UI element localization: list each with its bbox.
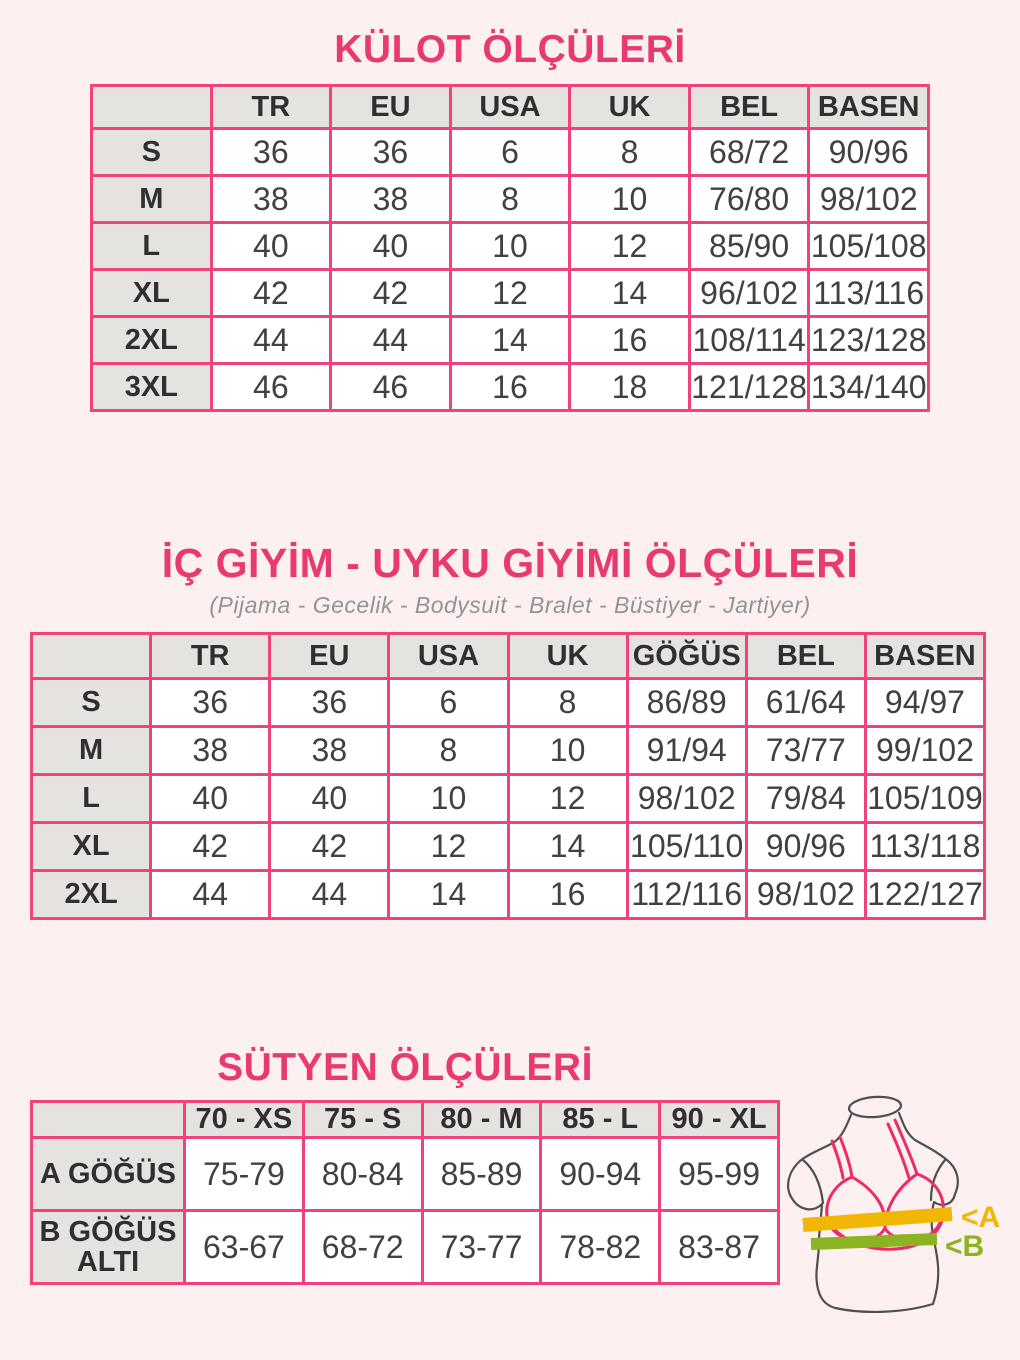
table-cell: 85-89 bbox=[422, 1138, 541, 1211]
measure-label-a: <A bbox=[961, 1201, 1001, 1234]
table-cell: 68/72 bbox=[689, 129, 809, 176]
column-header: TR bbox=[211, 86, 331, 129]
table-cell: 42 bbox=[211, 270, 331, 317]
table-row bbox=[32, 871, 985, 919]
table-cell: 40 bbox=[331, 223, 451, 270]
column-header: BASEN bbox=[809, 86, 929, 129]
row-header: L bbox=[92, 223, 212, 270]
table-row bbox=[32, 1211, 779, 1284]
row-header: M bbox=[32, 727, 151, 775]
column-header: 90 - XL bbox=[660, 1102, 779, 1138]
table-cell: 18 bbox=[570, 364, 690, 411]
column-header: 80 - M bbox=[422, 1102, 541, 1138]
table-cell: 96/102 bbox=[689, 270, 809, 317]
table-cell: 80-84 bbox=[303, 1138, 422, 1211]
column-header: 85 - L bbox=[541, 1102, 660, 1138]
table-cell: 113/116 bbox=[809, 270, 929, 317]
column-header: UK bbox=[570, 86, 690, 129]
table-cell: 38 bbox=[331, 176, 451, 223]
header-row bbox=[32, 634, 985, 679]
table-cell: 44 bbox=[151, 871, 270, 919]
table-cell: 10 bbox=[570, 176, 690, 223]
column-header: TR bbox=[151, 634, 270, 679]
table-cell: 90-94 bbox=[541, 1138, 660, 1211]
sutyen-size-table bbox=[30, 1100, 780, 1285]
row-header: S bbox=[92, 129, 212, 176]
column-header: USA bbox=[389, 634, 508, 679]
table-cell: 98/102 bbox=[809, 176, 929, 223]
table-cell: 108/114 bbox=[689, 317, 809, 364]
row-header: 2XL bbox=[92, 317, 212, 364]
measure-label-b: <B bbox=[945, 1230, 985, 1263]
table-cell: 36 bbox=[211, 129, 331, 176]
underbust-measure-band-b bbox=[811, 1239, 937, 1244]
row-header: S bbox=[32, 679, 151, 727]
table-cell: 12 bbox=[508, 775, 627, 823]
table-cell: 44 bbox=[331, 317, 451, 364]
table-cell: 122/127 bbox=[865, 871, 984, 919]
table-cell: 10 bbox=[389, 775, 508, 823]
row-header: B GÖĞÜS ALTI bbox=[32, 1211, 185, 1284]
table-cell: 8 bbox=[450, 176, 570, 223]
bra-outline bbox=[827, 1120, 944, 1249]
table-cell: 10 bbox=[450, 223, 570, 270]
table-cell: 10 bbox=[508, 727, 627, 775]
table-row bbox=[32, 1138, 779, 1211]
table-cell: 105/110 bbox=[627, 823, 746, 871]
table-cell: 44 bbox=[211, 317, 331, 364]
table-cell: 36 bbox=[151, 679, 270, 727]
ic-giyim-size-table bbox=[30, 632, 986, 920]
ic-giyim-title: İÇ GİYİM - UYKU GİYİMİ ÖLÇÜLERİ bbox=[161, 540, 859, 586]
column-header: EU bbox=[331, 86, 451, 129]
table-cell: 79/84 bbox=[746, 775, 865, 823]
table-row bbox=[92, 364, 929, 411]
table-cell: 46 bbox=[331, 364, 451, 411]
table-cell: 75-79 bbox=[185, 1138, 304, 1211]
ic-giyim-subtitle: (Pijama - Gecelik - Bodysuit - Bralet - Büstiyer - Jartiyer) bbox=[209, 592, 811, 618]
table-cell: 98/102 bbox=[627, 775, 746, 823]
mannequin-torso bbox=[788, 1095, 958, 1312]
table-cell: 6 bbox=[450, 129, 570, 176]
table-row bbox=[92, 223, 929, 270]
table-cell: 42 bbox=[270, 823, 389, 871]
table-cell: 16 bbox=[508, 871, 627, 919]
table-cell: 8 bbox=[570, 129, 690, 176]
table-cell: 76/80 bbox=[689, 176, 809, 223]
table-cell: 42 bbox=[331, 270, 451, 317]
table-cell: 38 bbox=[151, 727, 270, 775]
table-cell: 112/116 bbox=[627, 871, 746, 919]
row-header: XL bbox=[32, 823, 151, 871]
table-cell: 105/109 bbox=[865, 775, 984, 823]
table-cell: 61/64 bbox=[746, 679, 865, 727]
table-cell: 40 bbox=[211, 223, 331, 270]
table-cell: 121/128 bbox=[689, 364, 809, 411]
row-header: L bbox=[32, 775, 151, 823]
table-row bbox=[92, 317, 929, 364]
table-cell: 8 bbox=[389, 727, 508, 775]
table-cell: 44 bbox=[270, 871, 389, 919]
table-cell: 6 bbox=[389, 679, 508, 727]
table-cell: 14 bbox=[389, 871, 508, 919]
table-cell: 134/140 bbox=[809, 364, 929, 411]
column-header: 70 - XS bbox=[185, 1102, 304, 1138]
table-cell: 40 bbox=[151, 775, 270, 823]
table-cell: 78-82 bbox=[541, 1211, 660, 1284]
table-cell: 94/97 bbox=[865, 679, 984, 727]
table-cell: 91/94 bbox=[627, 727, 746, 775]
table-cell: 16 bbox=[450, 364, 570, 411]
kulot-olculeri-title: KÜLOT ÖLÇÜLERİ bbox=[334, 28, 686, 71]
corner-cell bbox=[32, 1102, 185, 1138]
table-cell: 68-72 bbox=[303, 1211, 422, 1284]
table-cell: 38 bbox=[211, 176, 331, 223]
table-row bbox=[92, 270, 929, 317]
bust-measure-band-a bbox=[803, 1214, 952, 1225]
row-header: XL bbox=[92, 270, 212, 317]
column-header: EU bbox=[270, 634, 389, 679]
table-cell: 73/77 bbox=[746, 727, 865, 775]
column-header: BEL bbox=[746, 634, 865, 679]
table-cell: 14 bbox=[570, 270, 690, 317]
row-header: 2XL bbox=[32, 871, 151, 919]
row-header: M bbox=[92, 176, 212, 223]
table-cell: 63-67 bbox=[185, 1211, 304, 1284]
table-cell: 105/108 bbox=[809, 223, 929, 270]
column-header: 75 - S bbox=[303, 1102, 422, 1138]
header-row bbox=[92, 86, 929, 129]
column-header: BEL bbox=[689, 86, 809, 129]
column-header: BASEN bbox=[865, 634, 984, 679]
kulot-size-table bbox=[90, 84, 930, 412]
table-row bbox=[92, 129, 929, 176]
table-cell: 38 bbox=[270, 727, 389, 775]
row-header: 3XL bbox=[92, 364, 212, 411]
table-row bbox=[32, 775, 985, 823]
column-header: UK bbox=[508, 634, 627, 679]
row-header: A GÖĞÜS bbox=[32, 1138, 185, 1211]
header-row bbox=[32, 1102, 779, 1138]
table-cell: 12 bbox=[389, 823, 508, 871]
table-cell: 36 bbox=[270, 679, 389, 727]
table-cell: 14 bbox=[450, 317, 570, 364]
corner-cell bbox=[92, 86, 212, 129]
table-row bbox=[32, 727, 985, 775]
table-cell: 46 bbox=[211, 364, 331, 411]
table-cell: 12 bbox=[570, 223, 690, 270]
corner-cell bbox=[32, 634, 151, 679]
column-header: GÖĞÜS bbox=[627, 634, 746, 679]
table-cell: 86/89 bbox=[627, 679, 746, 727]
table-cell: 36 bbox=[331, 129, 451, 176]
sutyen-olculeri-title: SÜTYEN ÖLÇÜLERİ bbox=[217, 1046, 593, 1089]
bra-measurement-diagram-icon bbox=[785, 1080, 1015, 1360]
table-cell: 83-87 bbox=[660, 1211, 779, 1284]
table-cell: 113/118 bbox=[865, 823, 984, 871]
table-row bbox=[92, 176, 929, 223]
table-cell: 90/96 bbox=[809, 129, 929, 176]
table-row bbox=[32, 823, 985, 871]
table-cell: 85/90 bbox=[689, 223, 809, 270]
table-cell: 98/102 bbox=[746, 871, 865, 919]
column-header: USA bbox=[450, 86, 570, 129]
table-cell: 8 bbox=[508, 679, 627, 727]
table-cell: 42 bbox=[151, 823, 270, 871]
table-cell: 99/102 bbox=[865, 727, 984, 775]
table-cell: 73-77 bbox=[422, 1211, 541, 1284]
table-cell: 90/96 bbox=[746, 823, 865, 871]
table-cell: 12 bbox=[450, 270, 570, 317]
table-row bbox=[32, 679, 985, 727]
table-cell: 14 bbox=[508, 823, 627, 871]
table-cell: 95-99 bbox=[660, 1138, 779, 1211]
table-cell: 16 bbox=[570, 317, 690, 364]
table-cell: 123/128 bbox=[809, 317, 929, 364]
table-cell: 40 bbox=[270, 775, 389, 823]
